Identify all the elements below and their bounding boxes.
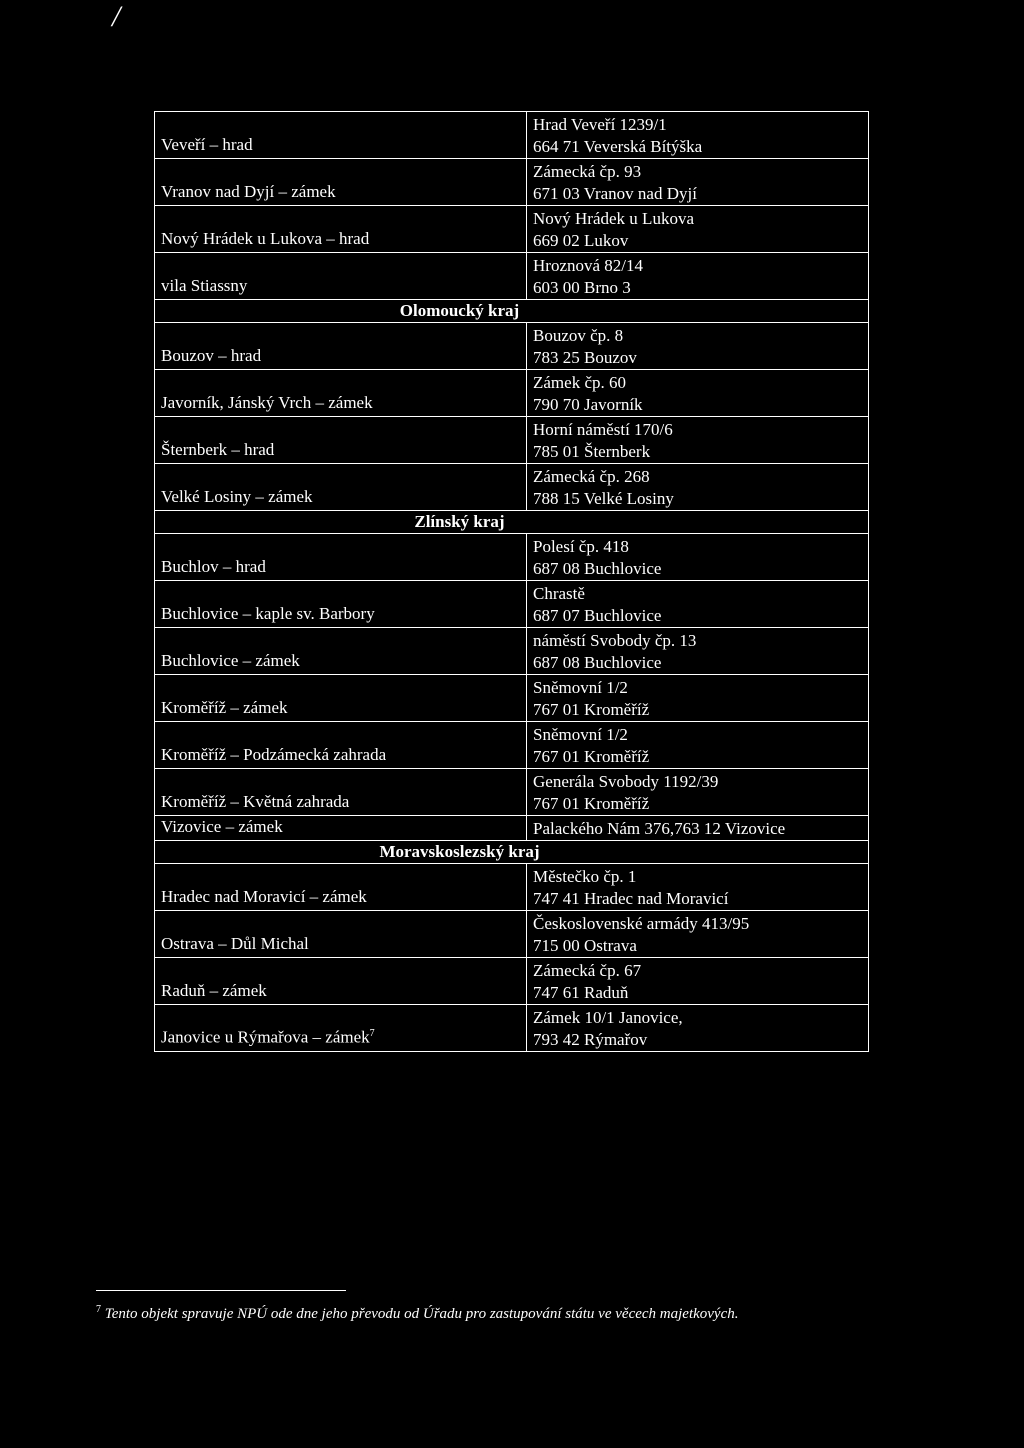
property-address-cell — [527, 628, 869, 675]
property-name-cell — [155, 675, 527, 722]
property-name: Hradec nad Moravicí – zámek — [161, 887, 367, 906]
address-line-1: Sněmovní 1/2 — [533, 678, 628, 697]
property-row — [155, 958, 869, 1005]
property-row — [155, 769, 869, 816]
region-heading — [155, 300, 869, 323]
address-line-2: 747 41 Hradec nad Moravicí — [533, 889, 729, 908]
address-line-1: Chrastě — [533, 584, 585, 603]
property-address-cell — [527, 534, 869, 581]
property-name: Veveří – hrad — [161, 135, 253, 154]
address-line-2: 790 70 Javorník — [533, 395, 643, 414]
address-line-1: Generála Svobody 1192/39 — [533, 772, 719, 791]
property-row — [155, 628, 869, 675]
region-label: Moravskoslezský kraj — [379, 842, 540, 861]
property-row — [155, 370, 869, 417]
property-address-cell — [527, 370, 869, 417]
footnote-text: Tento objekt spravuje NPÚ ode dne jeho převodu od Úřadu pro zastupování státu ve věcech majetkových. — [104, 1306, 739, 1322]
region-heading-row — [155, 511, 869, 534]
address-line-2: 664 71 Veverská Bítýška — [533, 137, 703, 156]
address-line-1: Nový Hrádek u Lukova — [533, 209, 694, 228]
address-line-1: Hroznová 82/14 — [533, 256, 644, 275]
address-line-1: Horní náměstí 170/6 — [533, 420, 673, 439]
property-name-cell — [155, 534, 527, 581]
property-name: Buchlovice – kaple sv. Barbory — [161, 604, 375, 623]
property-row — [155, 159, 869, 206]
property-address-cell — [527, 958, 869, 1005]
region-heading-row — [155, 300, 869, 323]
property-row — [155, 911, 869, 958]
property-name-cell — [155, 112, 527, 159]
address-line-1: Hrad Veveří 1239/1 — [533, 115, 667, 134]
property-name: Nový Hrádek u Lukova – hrad — [161, 229, 370, 248]
address-line-2: 687 08 Buchlovice — [533, 559, 662, 578]
address-line-1: Zámecká čp. 93 — [533, 162, 642, 181]
property-address-cell — [527, 769, 869, 816]
property-name-cell — [155, 1005, 527, 1052]
property-name-cell — [155, 370, 527, 417]
property-name: Buchlov – hrad — [161, 557, 266, 576]
property-name-cell — [155, 206, 527, 253]
address-line-2: 669 02 Lukov — [533, 231, 629, 250]
property-address-cell — [527, 323, 869, 370]
property-row — [155, 864, 869, 911]
address-line-2: 687 08 Buchlovice — [533, 653, 662, 672]
property-address-cell — [527, 417, 869, 464]
property-row — [155, 816, 869, 841]
page-mark: / — [112, 0, 121, 33]
property-address-cell — [527, 816, 869, 841]
address-line-2: 793 42 Rýmařov — [533, 1030, 648, 1049]
property-name-cell — [155, 628, 527, 675]
address-line-2: 767 01 Kroměříž — [533, 794, 650, 813]
address-line-2: 747 61 Raduň — [533, 983, 629, 1002]
property-row — [155, 464, 869, 511]
address-line-1: Zámek čp. 60 — [533, 373, 626, 392]
address-line-2: 785 01 Šternberk — [533, 442, 651, 461]
address-line-2: 603 00 Brno 3 — [533, 278, 631, 297]
property-address-cell — [527, 581, 869, 628]
address-line-1: Palackého Nám 376,763 12 Vizovice — [533, 819, 786, 838]
property-row — [155, 581, 869, 628]
address-line-2: 788 15 Velké Losiny — [533, 489, 674, 508]
property-row — [155, 112, 869, 159]
property-address-cell — [527, 253, 869, 300]
property-name: Velké Losiny – zámek — [161, 487, 313, 506]
property-name-cell — [155, 722, 527, 769]
property-name: Šternberk – hrad — [161, 440, 275, 459]
property-name: Vranov nad Dyjí – zámek — [161, 182, 336, 201]
footnote — [96, 1300, 956, 1324]
property-address-table — [154, 111, 869, 1052]
address-line-1: Zámek 10/1 Janovice, — [533, 1008, 683, 1027]
property-address-cell — [527, 159, 869, 206]
address-line-1: Bouzov čp. 8 — [533, 326, 624, 345]
property-name: Kroměříž – zámek — [161, 698, 288, 717]
address-line-2: 783 25 Bouzov — [533, 348, 637, 367]
footnote-ref: 7 — [369, 1028, 375, 1040]
property-name: Raduň – zámek — [161, 981, 267, 1000]
property-address-cell — [527, 1005, 869, 1052]
property-row — [155, 534, 869, 581]
property-name-cell — [155, 323, 527, 370]
address-line-1: Československé armády 413/95 — [533, 914, 750, 933]
footnote-number: 7 — [96, 1304, 101, 1315]
property-row — [155, 323, 869, 370]
address-line-1: náměstí Svobody čp. 13 — [533, 631, 697, 650]
footnote-rule — [96, 1290, 346, 1291]
property-name-cell — [155, 581, 527, 628]
address-line-1: Zámecká čp. 67 — [533, 961, 642, 980]
region-heading — [155, 841, 869, 864]
property-row — [155, 253, 869, 300]
property-name: Janovice u Rýmařova – zámek — [161, 1028, 370, 1047]
address-line-2: 767 01 Kroměříž — [533, 700, 650, 719]
property-row — [155, 206, 869, 253]
address-line-2: 671 03 Vranov nad Dyjí — [533, 184, 697, 203]
address-line-1: Městečko čp. 1 — [533, 867, 637, 886]
property-name: Ostrava – Důl Michal — [161, 934, 309, 953]
address-line-1: Sněmovní 1/2 — [533, 725, 628, 744]
property-name-cell — [155, 417, 527, 464]
property-address-cell — [527, 464, 869, 511]
property-name: Vizovice – zámek — [161, 817, 283, 836]
address-line-2: 687 07 Buchlovice — [533, 606, 662, 625]
address-line-2: 767 01 Kroměříž — [533, 747, 650, 766]
property-row — [155, 1005, 869, 1052]
property-address-cell — [527, 206, 869, 253]
region-heading — [155, 511, 869, 534]
property-row — [155, 722, 869, 769]
property-row — [155, 675, 869, 722]
property-name-cell — [155, 816, 527, 841]
property-name: Buchlovice – zámek — [161, 651, 300, 670]
property-row — [155, 417, 869, 464]
address-line-2: 715 00 Ostrava — [533, 936, 637, 955]
property-name-cell — [155, 159, 527, 206]
property-name-cell — [155, 253, 527, 300]
property-name-cell — [155, 911, 527, 958]
property-name: vila Stiassny — [161, 276, 248, 295]
property-name-cell — [155, 769, 527, 816]
address-line-1: Polesí čp. 418 — [533, 537, 629, 556]
property-name-cell — [155, 958, 527, 1005]
region-label: Olomoucký kraj — [399, 301, 520, 320]
property-name-cell — [155, 464, 527, 511]
property-address-cell — [527, 112, 869, 159]
property-name: Kroměříž – Podzámecká zahrada — [161, 745, 387, 764]
region-heading-row — [155, 841, 869, 864]
region-label: Zlínský kraj — [414, 512, 505, 531]
property-name: Bouzov – hrad — [161, 346, 262, 365]
address-line-1: Zámecká čp. 268 — [533, 467, 650, 486]
property-name: Kroměříž – Květná zahrada — [161, 792, 350, 811]
property-name-cell — [155, 864, 527, 911]
property-name: Javorník, Jánský Vrch – zámek — [161, 393, 373, 412]
property-address-cell — [527, 864, 869, 911]
property-address-cell — [527, 722, 869, 769]
property-address-cell — [527, 911, 869, 958]
property-address-cell — [527, 675, 869, 722]
